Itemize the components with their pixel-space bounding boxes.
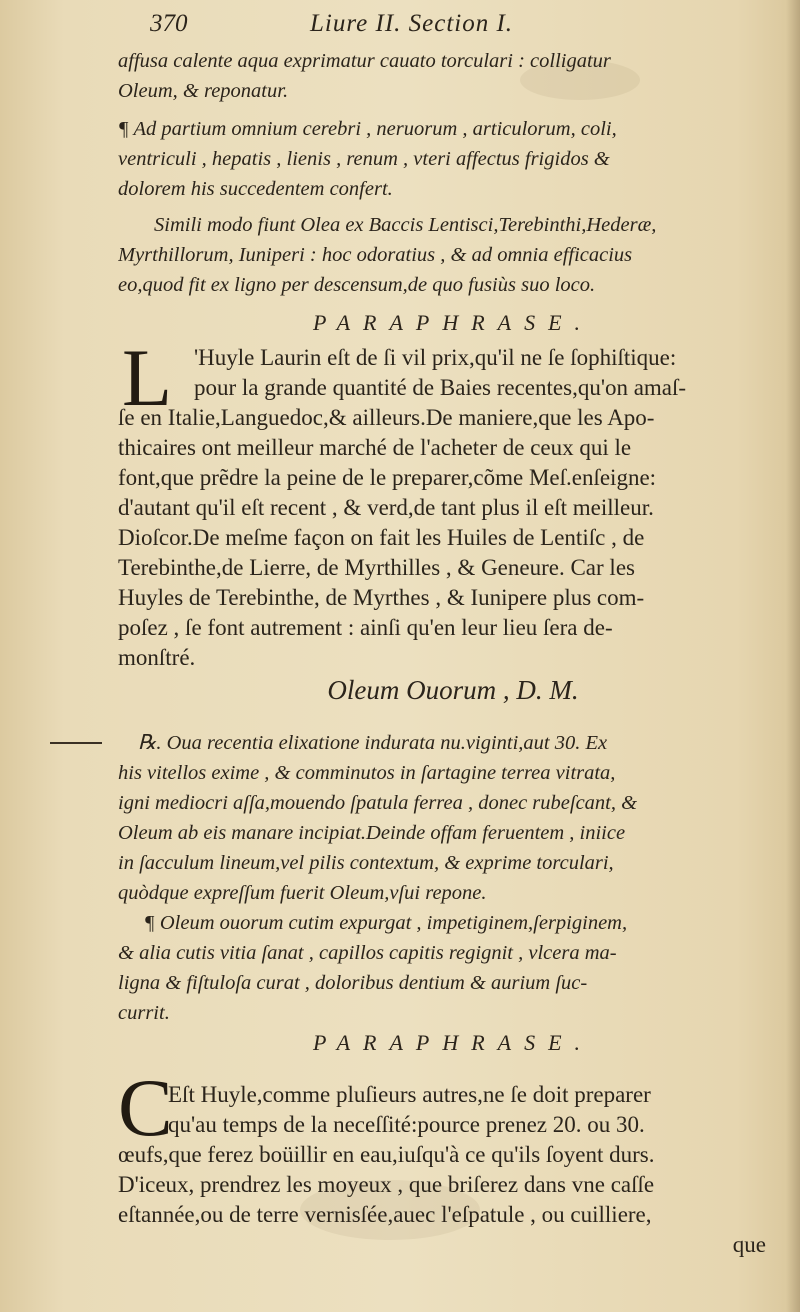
text-line: Huyles de Terebinthe, de Myrthes , & Iunipere plus com- xyxy=(118,585,645,610)
text-line: Eſt Huyle,comme pluſieurs autres,ne ſe doit preparer xyxy=(168,1082,651,1107)
text-line: œufs,que ferez boüillir en eau,iuſqu'à ce qu'ils ſoyent durs. xyxy=(118,1142,655,1167)
text-line: ¶ Oleum ouorum cutim expurgat , impetiginem,ſerpiginem, xyxy=(144,912,628,934)
section-title: Oleum Ouorum , D. M. xyxy=(327,675,579,705)
text-line: eo,quod fit ex ligno per descensum,de quo fusiùs suo loco. xyxy=(118,274,596,296)
text-line: eſtannée,ou de terre vernisſée,auec l'eſpatule , ou cuilliere, xyxy=(118,1202,652,1227)
text-line: font,que prẽdre la peine de le preparer,cõme Meſ.enſeigne: xyxy=(118,465,657,490)
latin-recipe-block xyxy=(118,728,788,1028)
text-line: pour la grande quantité de Baies recentes,qu'on amaſ- xyxy=(194,375,687,400)
text-line: currit. xyxy=(118,1002,170,1024)
text-line: Oleum ab eis manare incipiat.Deinde offam feruentem , iniice xyxy=(118,822,626,844)
text-line: monſtré. xyxy=(118,645,196,670)
drop-cap: C xyxy=(118,1062,173,1153)
text-line: ℞. Oua recentia elixatione indurata nu.viginti,aut 30. Ex xyxy=(138,732,608,754)
page-edge-shadow xyxy=(786,0,800,1312)
text-line: poſez , ſe font autrement : ainſi qu'en leur lieu ſera de- xyxy=(118,615,613,640)
text-line: D'iceux, prendrez les moyeux , que briſerez dans vne caſſe xyxy=(118,1172,655,1197)
text-line: Terebinthe,de Lierre, de Myrthilles , & Geneure. Car les xyxy=(118,555,635,580)
text-line: qu'au temps de la neceſſité:pource prenez 20. ou 30. xyxy=(168,1112,645,1137)
text-line: Myrthillorum, Iuniperi : hoc odoratius , & ad omnia efficacius xyxy=(118,244,633,266)
text-line: d'autant qu'il eſt recent , & verd,de tant plus il eſt meilleur. xyxy=(118,495,654,520)
text-line: Oleum, & reponatur. xyxy=(118,80,289,102)
text-line: ¶ Ad partium omnium cerebri , neruorum , articulorum, coli, xyxy=(118,118,617,140)
drop-cap: L xyxy=(122,332,173,423)
text-line: ſe en Italie,Languedoc,& ailleurs.De maniere,que les Apo- xyxy=(118,405,655,430)
text-line: dolorem his succedentem confert. xyxy=(118,178,393,200)
catchword: que xyxy=(732,1232,766,1257)
text-line: ligna & fiſtuloſa curat , doloribus dentium & aurium ſuc- xyxy=(118,972,588,994)
running-title: Liure II. Section I. xyxy=(310,10,514,37)
french-paraphrase-1 xyxy=(118,332,788,673)
margin-mark xyxy=(50,742,102,744)
text-line: Simili modo fiunt Olea ex Baccis Lentisci,Terebinthi,Hederæ, xyxy=(154,214,657,236)
text-line: ventriculi , hepatis , lienis , renum , vteri affectus frigidos & xyxy=(118,148,610,170)
latin-top-block xyxy=(118,46,788,300)
text-line: affusa calente aqua exprimatur cauato torculari : colligatur xyxy=(118,50,611,72)
text-line: thicaires ont meilleur marché de l'acheter de ceux qui le xyxy=(118,435,632,460)
french-paraphrase-2 xyxy=(118,1080,788,1260)
paraphrase-heading: PARAPHRASE. xyxy=(312,310,594,335)
text-line: in ſacculum lineum,vel pilis contextum, & exprime torculari, xyxy=(118,852,614,874)
text-line: igni mediocri aſſa,mouendo ſpatula ferrea , donec rubeſcant, & xyxy=(118,792,638,814)
paraphrase-heading: PARAPHRASE. xyxy=(312,1030,594,1055)
text-line: Dioſcor.De meſme façon on fait les Huiles de Lentiſc , de xyxy=(118,525,645,550)
text-line: & alia cutis vitia ſanat , capillos capitis regignit , vlcera ma- xyxy=(118,942,617,964)
text-line: 'Huyle Laurin eſt de ſi vil prix,qu'il ne ſe ſophiſtique: xyxy=(194,345,677,370)
page-number: 370 xyxy=(150,10,188,37)
text-line: his vitellos exime , & comminutos in ſartagine terrea vitrata, xyxy=(118,762,616,784)
text-line: quòdque expreſſum fuerit Oleum,vſui repone. xyxy=(118,882,487,904)
page-header xyxy=(150,10,790,44)
